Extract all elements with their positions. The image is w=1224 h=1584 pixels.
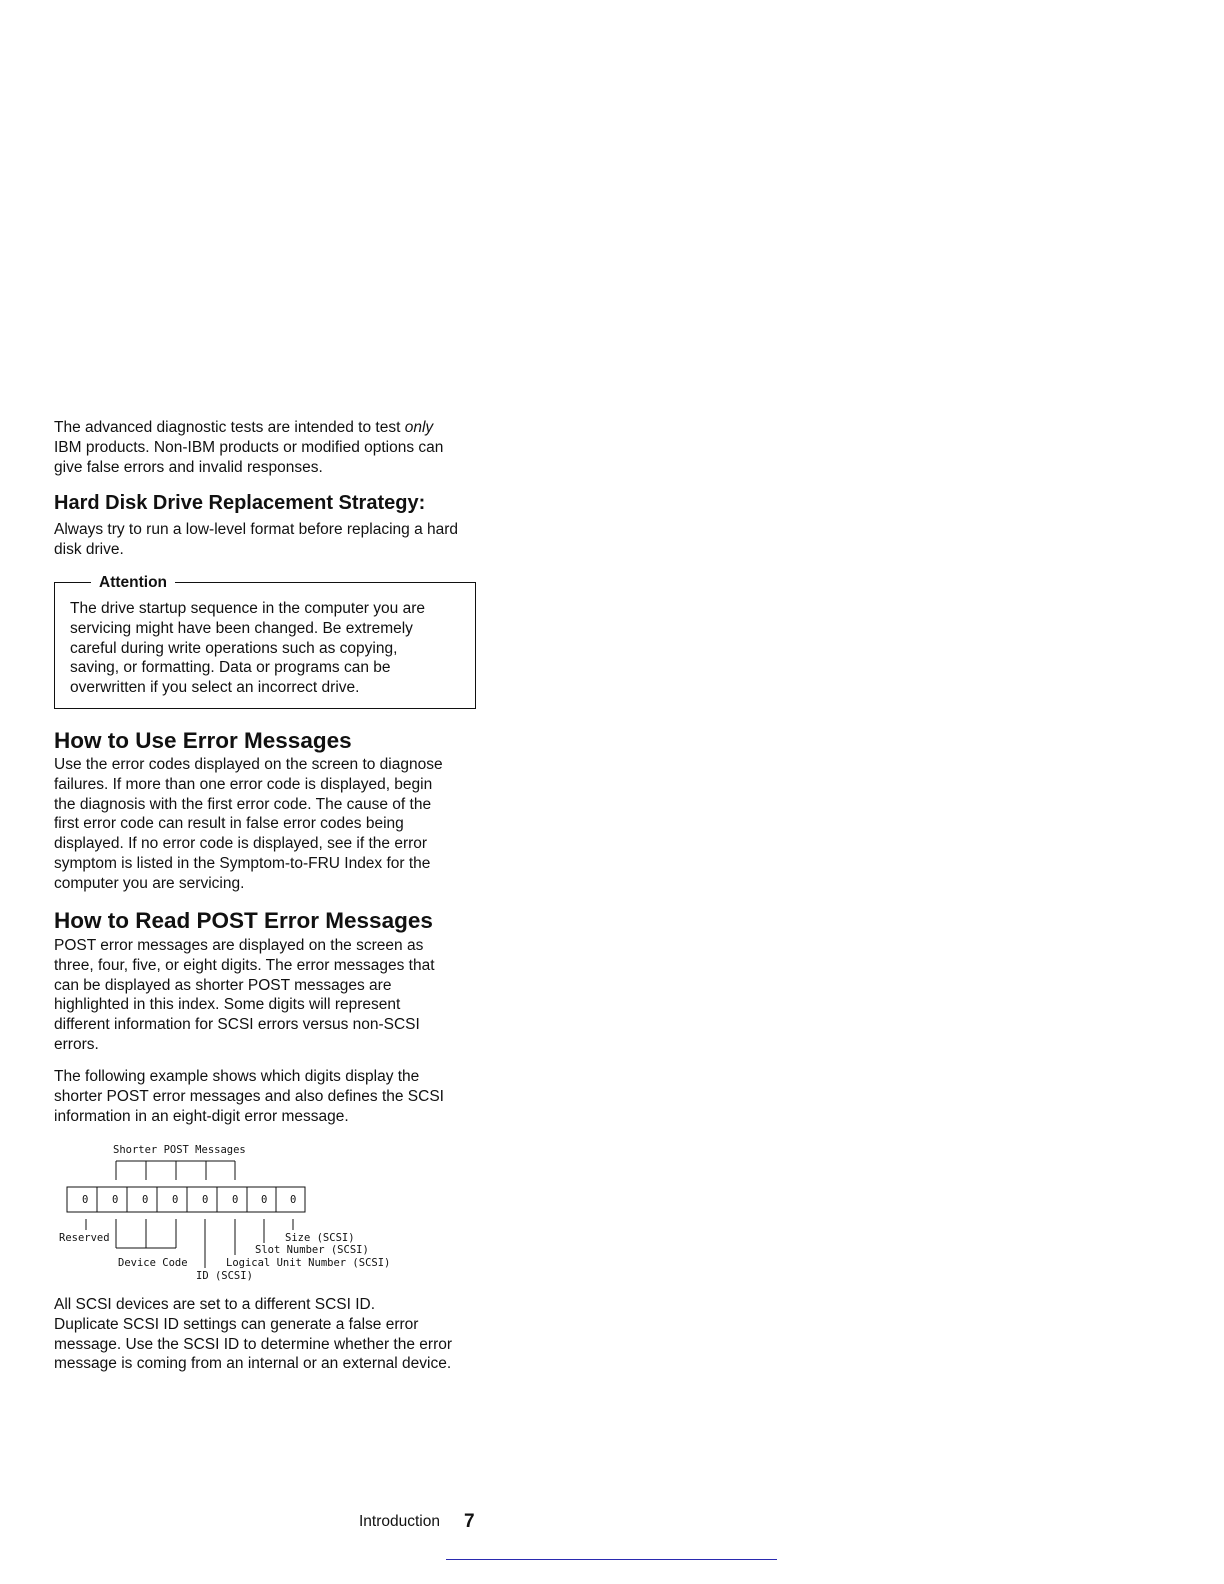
scsi-note-line: Duplicate SCSI ID settings can generate a false error (54, 1315, 419, 1333)
scsi-note-line: All SCSI devices are set to a different SCSI ID. (54, 1296, 376, 1313)
post-digit-diagram-svg (56, 1140, 436, 1285)
intro-emphasis: only (404, 419, 434, 436)
post-messages-line: errors. (54, 1035, 99, 1053)
intro-line-3: give false errors and invalid responses. (54, 458, 323, 476)
hdd-strategy-line: disk drive. (54, 540, 124, 558)
error-messages-line: failures. If more than one error code is displayed, begin (54, 775, 433, 793)
digit-cells (82, 1194, 296, 1206)
shorter-post-label: Shorter POST Messages (113, 1144, 246, 1156)
hdd-strategy-heading: Hard Disk Drive Replacement Strategy: (54, 492, 426, 514)
error-messages-line: first error code can result in false error codes being (54, 815, 404, 833)
error-messages-line: displayed. If no error code is displayed, see if the error (54, 835, 428, 853)
reserved-label: Reserved (59, 1232, 110, 1244)
digit-3: 0 (142, 1194, 149, 1206)
digit-1: 0 (82, 1194, 89, 1206)
scsi-note-line: message is coming from an internal or an external device. (54, 1355, 452, 1373)
post-messages-line: three, four, five, or eight digits. The error messages that (54, 956, 435, 974)
post-messages-heading: How to Read POST Error Messages (54, 908, 433, 933)
hdd-strategy-paragraph (54, 520, 478, 560)
post-messages-line: highlighted in this index. Some digits will represent (54, 996, 401, 1014)
attention-line: servicing might have been changed. Be extremely (70, 619, 413, 637)
digit-7: 0 (261, 1194, 268, 1206)
attention-line: The drive startup sequence in the computer you are (70, 600, 425, 617)
post-example-line: information in an eight-digit error message. (54, 1107, 349, 1125)
error-messages-line: computer you are servicing. (54, 874, 245, 892)
error-messages-line: the diagnosis with the first error code. The cause of the (54, 795, 432, 813)
digit-8: 0 (290, 1194, 297, 1206)
intro-paragraph (54, 418, 478, 477)
error-messages-paragraph (54, 755, 478, 894)
attention-body (70, 599, 425, 698)
intro-line-1: The advanced diagnostic tests are intended to test (54, 419, 405, 436)
digit-5: 0 (202, 1194, 209, 1206)
post-digit-diagram (56, 1140, 436, 1285)
bottom-rule (446, 1559, 777, 1560)
post-messages-line: can be displayed as shorter POST messages are (54, 976, 392, 994)
post-messages-paragraph (54, 936, 478, 1055)
error-messages-line: symptom is listed in the Symptom-to-FRU Index for the (54, 854, 431, 872)
digit-4: 0 (172, 1194, 179, 1206)
error-messages-heading: How to Use Error Messages (54, 728, 352, 753)
hdd-strategy-line: Always try to run a low-level format before replacing a hard (54, 521, 459, 538)
digit-2: 0 (112, 1194, 119, 1206)
scsi-note-line: message. Use the SCSI ID to determine whether the error (54, 1335, 453, 1353)
scsi-note-paragraph (54, 1295, 478, 1374)
post-messages-line: different information for SCSI errors versus non-SCSI (54, 1016, 420, 1034)
post-example-line: shorter POST error messages and also defines the SCSI (54, 1087, 444, 1105)
id-scsi-label: ID (SCSI) (196, 1270, 253, 1282)
post-example-paragraph (54, 1067, 478, 1126)
attention-line: overwritten if you select an incorrect drive. (70, 679, 360, 697)
attention-line: careful during write operations such as copying, (70, 639, 398, 657)
post-example-line: The following example shows which digits display the (54, 1068, 420, 1085)
attention-title: Attention (91, 573, 175, 592)
post-messages-line: POST error messages are displayed on the screen as (54, 937, 424, 954)
footer-page-number: 7 (464, 1511, 475, 1532)
size-scsi-label: Size (SCSI) (285, 1232, 355, 1244)
lun-scsi-label: Logical Unit Number (SCSI) (226, 1257, 391, 1269)
attention-box (54, 574, 476, 709)
device-code-label: Device Code (118, 1257, 188, 1269)
footer-section-name: Introduction (359, 1513, 440, 1530)
slot-number-label: Slot Number (SCSI) (255, 1244, 369, 1256)
intro-line-2: IBM products. Non-IBM products or modified options can (54, 438, 444, 456)
digit-6: 0 (232, 1194, 239, 1206)
error-messages-line: Use the error codes displayed on the screen to diagnose (54, 756, 443, 773)
attention-line: saving, or formatting. Data or programs can be (70, 659, 391, 677)
